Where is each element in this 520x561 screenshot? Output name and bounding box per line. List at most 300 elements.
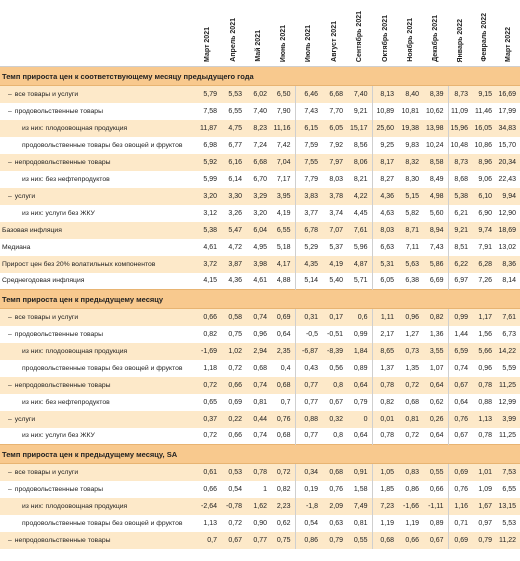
value-cell: 19,38 (398, 120, 423, 137)
value-cell: 14,22 (496, 343, 520, 360)
value-cell: 9,94 (496, 188, 520, 205)
value-cell: 4,88 (271, 273, 295, 290)
bullet-dash-icon: – (8, 107, 12, 115)
value-cell: 0,64 (271, 326, 295, 343)
column-header (472, 0, 496, 67)
value-cell: 7,79 (295, 171, 322, 188)
value-cell: -6,87 (295, 343, 322, 360)
value-cell: 6,55 (221, 103, 246, 120)
value-cell: 1,56 (472, 326, 496, 343)
value-cell: 10,24 (423, 137, 448, 154)
value-cell: 0,78 (372, 377, 398, 394)
value-cell: 8,23 (246, 120, 271, 137)
value-cell: 1,44 (448, 326, 472, 343)
value-cell: 8,36 (496, 256, 520, 273)
value-cell: 8,30 (398, 171, 423, 188)
value-cell: 0,88 (295, 411, 322, 428)
value-cell: 4,75 (221, 120, 246, 137)
value-cell: 5,31 (372, 256, 398, 273)
value-cell: 8,40 (398, 86, 423, 103)
value-cell: 8,58 (423, 154, 448, 171)
value-cell: 5,79 (194, 86, 221, 103)
row-label (0, 532, 194, 549)
value-cell: 5,92 (194, 154, 221, 171)
table-row (0, 394, 520, 411)
value-cell: 5,82 (398, 205, 423, 222)
value-cell: 1,07 (423, 360, 448, 377)
value-cell: 0,81 (246, 394, 271, 411)
value-cell: 5,40 (322, 273, 347, 290)
row-label (0, 188, 194, 205)
row-label (0, 120, 194, 137)
value-cell: 0,01 (372, 411, 398, 428)
value-cell: 1,58 (347, 481, 372, 498)
value-cell: 0,86 (398, 481, 423, 498)
column-header-label: Июль 2021 (305, 24, 312, 62)
value-cell: 0,55 (423, 464, 448, 481)
value-cell: 0,54 (221, 481, 246, 498)
value-cell: 1,35 (398, 360, 423, 377)
table-body (0, 67, 520, 549)
section-header (0, 67, 520, 86)
row-label (0, 171, 194, 188)
table-row (0, 481, 520, 498)
row-label-text: Базовая инфляция (2, 226, 62, 234)
value-cell: 0,86 (295, 532, 322, 549)
value-cell: 8,39 (423, 86, 448, 103)
section-title: Темп прироста цен к соответствующему месяцу предыдущего года (0, 67, 520, 86)
value-cell: 3,98 (246, 256, 271, 273)
row-label (0, 498, 194, 515)
row-label-text: из них: услуги без ЖКУ (22, 432, 95, 440)
value-cell: 0,34 (295, 464, 322, 481)
row-label-text: Среднегодовая инфляция (2, 277, 85, 285)
value-cell: 0,96 (246, 326, 271, 343)
row-label (0, 326, 194, 343)
value-cell: 7,61 (347, 222, 372, 239)
column-header-label: Май 2021 (255, 30, 262, 62)
table-row (0, 86, 520, 103)
value-cell: 3,29 (246, 188, 271, 205)
value-cell: -1,66 (398, 498, 423, 515)
value-cell: 0,64 (347, 428, 372, 445)
row-label-text: продовольственные товары без овощей и фруктов (22, 364, 183, 372)
value-cell: 5,99 (194, 171, 221, 188)
value-cell: 0,62 (423, 394, 448, 411)
value-cell: 0,72 (194, 428, 221, 445)
value-cell: 9,74 (472, 222, 496, 239)
value-cell: 0,68 (322, 464, 347, 481)
value-cell: 7,49 (347, 498, 372, 515)
row-label (0, 103, 194, 120)
value-cell: 0,76 (448, 481, 472, 498)
value-cell: 17,99 (496, 103, 520, 120)
row-label-text: Прирост цен без 20% волатильных компонентов (2, 260, 156, 268)
column-header-label: Октябрь 2021 (381, 15, 389, 62)
value-cell: 0,53 (221, 464, 246, 481)
value-cell: 5,38 (194, 222, 221, 239)
value-cell: 11,25 (496, 428, 520, 445)
value-cell: 6,05 (322, 120, 347, 137)
value-cell: 0,83 (398, 464, 423, 481)
value-cell: 0,67 (322, 394, 347, 411)
value-cell: 7,40 (347, 86, 372, 103)
value-cell: 7,90 (271, 103, 295, 120)
value-cell: 6,14 (221, 171, 246, 188)
value-cell: -1,69 (194, 343, 221, 360)
value-cell: 0,74 (246, 309, 271, 326)
value-cell: 7,58 (194, 103, 221, 120)
value-cell: 9,21 (347, 103, 372, 120)
value-cell: 5,38 (448, 188, 472, 205)
value-cell: 3,83 (295, 188, 322, 205)
value-cell: 0,75 (221, 326, 246, 343)
value-cell: 8,68 (448, 171, 472, 188)
value-cell: 18,69 (496, 222, 520, 239)
row-label-text: непродовольственные товары (14, 536, 111, 544)
value-cell: 0,69 (448, 464, 472, 481)
value-cell: 0,68 (246, 360, 271, 377)
bullet-dash-icon: – (8, 90, 12, 98)
value-cell: 0,79 (472, 532, 496, 549)
value-cell: 1,37 (372, 360, 398, 377)
value-cell: 7,40 (246, 103, 271, 120)
table-row (0, 377, 520, 394)
table-row (0, 464, 520, 481)
table-row (0, 205, 520, 222)
value-cell: 4,36 (221, 273, 246, 290)
value-cell: 7,92 (322, 137, 347, 154)
value-cell: 4,95 (246, 239, 271, 256)
column-header (496, 0, 520, 67)
value-cell: 6,70 (246, 171, 271, 188)
table-row (0, 360, 520, 377)
row-label (0, 86, 194, 103)
value-cell: 16,69 (496, 86, 520, 103)
row-label-text: услуги (14, 192, 36, 200)
value-cell: 7,43 (295, 103, 322, 120)
column-header-label: Июнь 2021 (279, 24, 287, 62)
value-cell: 0,89 (423, 515, 448, 532)
column-header (372, 0, 398, 67)
value-cell: 0,74 (448, 360, 472, 377)
value-cell: 2,35 (271, 343, 295, 360)
row-label-text: все товары и услуги (14, 90, 79, 98)
column-header-label: Апрель 2021 (230, 18, 237, 62)
value-cell: 5,63 (398, 256, 423, 273)
column-header (423, 0, 448, 67)
value-cell: 1,01 (472, 464, 496, 481)
header-row (0, 0, 520, 67)
value-cell: 7,61 (496, 309, 520, 326)
row-label (0, 343, 194, 360)
value-cell: 5,29 (295, 239, 322, 256)
value-cell: 4,72 (221, 239, 246, 256)
row-label-text: из них: плодоовощная продукция (22, 124, 128, 132)
table-row (0, 239, 520, 256)
value-cell: 0,91 (347, 464, 372, 481)
value-cell: 6,16 (221, 154, 246, 171)
row-label (0, 239, 194, 256)
column-header-label: Август 2021 (331, 21, 338, 62)
value-cell: 0,8 (322, 377, 347, 394)
value-cell: 2,94 (246, 343, 271, 360)
value-cell: 0,64 (423, 377, 448, 394)
value-cell: 5,18 (271, 239, 295, 256)
value-cell: 6,21 (448, 205, 472, 222)
value-cell: 8,73 (448, 86, 472, 103)
value-cell: 0,66 (194, 309, 221, 326)
value-cell: 0,8 (322, 428, 347, 445)
value-cell: 0,54 (295, 515, 322, 532)
value-cell: 0,72 (398, 428, 423, 445)
value-cell: 1,19 (398, 515, 423, 532)
table-row (0, 222, 520, 239)
value-cell: 0,64 (423, 428, 448, 445)
value-cell: 8,96 (472, 154, 496, 171)
value-cell: 0,74 (246, 428, 271, 445)
value-cell: -0,78 (221, 498, 246, 515)
value-cell: 20,34 (496, 154, 520, 171)
value-cell: 6,02 (246, 86, 271, 103)
value-cell: 8,94 (423, 222, 448, 239)
value-cell: 0,4 (271, 360, 295, 377)
value-cell: 4,45 (347, 205, 372, 222)
value-cell: 8,06 (347, 154, 372, 171)
value-cell: 0,77 (295, 428, 322, 445)
value-cell: 3,26 (221, 205, 246, 222)
row-label (0, 205, 194, 222)
row-label-text: услуги (14, 415, 36, 423)
value-cell: 0,72 (398, 377, 423, 394)
bullet-dash-icon: – (8, 381, 12, 389)
value-cell: 0,71 (448, 515, 472, 532)
value-cell: 0,88 (472, 394, 496, 411)
value-cell: -0,51 (322, 326, 347, 343)
value-cell: 3,78 (322, 188, 347, 205)
value-cell: 0,44 (246, 411, 271, 428)
value-cell: 7,70 (322, 103, 347, 120)
value-cell: 0,31 (295, 309, 322, 326)
value-cell: 4,87 (347, 256, 372, 273)
value-cell: 0,69 (271, 309, 295, 326)
value-cell: 8,03 (372, 222, 398, 239)
value-cell: 1,13 (194, 515, 221, 532)
value-cell: 0,66 (221, 377, 246, 394)
value-cell: 4,61 (194, 239, 221, 256)
row-label (0, 273, 194, 290)
value-cell: 0,68 (372, 532, 398, 549)
value-cell: 4,19 (322, 256, 347, 273)
value-cell: 0,68 (271, 428, 295, 445)
row-label-text: продовольственные товары (14, 330, 103, 338)
value-cell: 6,22 (448, 256, 472, 273)
value-cell: 0,68 (398, 394, 423, 411)
section-title: Темп прироста цен к предыдущему месяцу, SA (0, 445, 520, 464)
value-cell: 0,79 (347, 394, 372, 411)
bullet-dash-icon: – (8, 330, 12, 338)
value-cell: 22,43 (496, 171, 520, 188)
value-cell: 1,16 (448, 498, 472, 515)
value-cell: 1 (246, 481, 271, 498)
value-cell: 1,13 (472, 411, 496, 428)
value-cell: 8,71 (398, 222, 423, 239)
value-cell: 0,6 (347, 309, 372, 326)
value-cell: 0,99 (448, 309, 472, 326)
row-label (0, 428, 194, 445)
value-cell: 7,43 (423, 239, 448, 256)
table-row (0, 411, 520, 428)
value-cell: 6,50 (271, 86, 295, 103)
value-cell: 3,72 (194, 256, 221, 273)
value-cell: 0,79 (322, 532, 347, 549)
value-cell: 6,98 (194, 137, 221, 154)
value-cell: 0,74 (246, 377, 271, 394)
value-cell: 4,63 (372, 205, 398, 222)
value-cell: 0,56 (322, 360, 347, 377)
value-cell: 0,73 (398, 343, 423, 360)
value-cell: 6,10 (472, 188, 496, 205)
table-row (0, 326, 520, 343)
value-cell: 8,56 (347, 137, 372, 154)
value-cell: 0,67 (448, 428, 472, 445)
value-cell: 13,98 (423, 120, 448, 137)
column-header-label: Ноябрь 2021 (407, 18, 414, 62)
value-cell: 0,77 (295, 377, 322, 394)
value-cell: 2,09 (322, 498, 347, 515)
row-label-text: из них: плодоовощная продукция (22, 502, 128, 510)
value-cell: 8,03 (322, 171, 347, 188)
table-row (0, 137, 520, 154)
value-cell: 6,38 (398, 273, 423, 290)
value-cell: 0,43 (295, 360, 322, 377)
value-cell: 0,63 (322, 515, 347, 532)
value-cell: 3,20 (246, 205, 271, 222)
value-cell: 0,75 (271, 532, 295, 549)
value-cell: 4,35 (295, 256, 322, 273)
value-cell: 5,60 (423, 205, 448, 222)
value-cell: 3,77 (295, 205, 322, 222)
value-cell: 0,61 (194, 464, 221, 481)
value-cell: 0 (347, 411, 372, 428)
value-cell: 7,17 (271, 171, 295, 188)
row-label-text: из них: услуги без ЖКУ (22, 209, 95, 217)
table-row (0, 428, 520, 445)
value-cell: 3,74 (322, 205, 347, 222)
value-cell: 8,17 (372, 154, 398, 171)
value-cell: 0,7 (271, 394, 295, 411)
value-cell: 15,17 (347, 120, 372, 137)
table-row (0, 256, 520, 273)
section-title: Темп прироста цен к предыдущему месяцу (0, 290, 520, 309)
table-row (0, 120, 520, 137)
value-cell: 5,66 (472, 343, 496, 360)
value-cell: 7,91 (472, 239, 496, 256)
header-empty (0, 0, 194, 67)
value-cell: 0,82 (194, 326, 221, 343)
value-cell: 25,60 (372, 120, 398, 137)
row-label-text: непродовольственные товары (14, 381, 111, 389)
column-header (271, 0, 295, 67)
value-cell: 6,68 (246, 154, 271, 171)
value-cell: 0,76 (322, 481, 347, 498)
value-cell: 0,96 (472, 360, 496, 377)
bullet-dash-icon: – (8, 415, 12, 423)
value-cell: 0,58 (221, 309, 246, 326)
value-cell: 9,83 (398, 137, 423, 154)
value-cell: 0,67 (423, 532, 448, 549)
value-cell: -0,5 (295, 326, 322, 343)
row-label-text: продовольственные товары без овощей и фруктов (22, 519, 183, 527)
value-cell: 0,89 (347, 360, 372, 377)
bullet-dash-icon: – (8, 485, 12, 493)
table-row (0, 515, 520, 532)
value-cell: 0,66 (194, 481, 221, 498)
table-row (0, 188, 520, 205)
value-cell: 0,76 (271, 411, 295, 428)
value-cell: 8,14 (496, 273, 520, 290)
value-cell: 5,71 (347, 273, 372, 290)
bullet-dash-icon: – (8, 536, 12, 544)
row-label-text: все товары и услуги (14, 313, 79, 321)
value-cell: 8,65 (372, 343, 398, 360)
value-cell: 6,69 (423, 273, 448, 290)
value-cell: 0,72 (221, 515, 246, 532)
value-cell: 6,55 (271, 222, 295, 239)
value-cell: 1,18 (194, 360, 221, 377)
value-cell: 1,62 (246, 498, 271, 515)
value-cell: -2,64 (194, 498, 221, 515)
value-cell: 4,98 (423, 188, 448, 205)
value-cell: 7,04 (271, 154, 295, 171)
row-label (0, 222, 194, 239)
value-cell: 7,23 (372, 498, 398, 515)
table-row (0, 273, 520, 290)
value-cell: 1,67 (472, 498, 496, 515)
value-cell: -8,39 (322, 343, 347, 360)
value-cell: 0,97 (472, 515, 496, 532)
value-cell: 9,21 (448, 222, 472, 239)
value-cell: 4,61 (246, 273, 271, 290)
value-cell: 0,90 (246, 515, 271, 532)
value-cell: 4,22 (347, 188, 372, 205)
value-cell: 3,87 (221, 256, 246, 273)
value-cell: 0,81 (347, 515, 372, 532)
value-cell: 0,78 (246, 464, 271, 481)
value-cell: -1,8 (295, 498, 322, 515)
value-cell: 1,19 (372, 515, 398, 532)
value-cell: 5,53 (496, 515, 520, 532)
value-cell: 3,95 (271, 188, 295, 205)
section-header (0, 445, 520, 464)
value-cell: 0,19 (295, 481, 322, 498)
value-cell: 0,69 (448, 532, 472, 549)
row-label (0, 309, 194, 326)
section-header (0, 290, 520, 309)
value-cell: 6,55 (496, 481, 520, 498)
value-cell: 11,46 (472, 103, 496, 120)
row-label-text: продовольственные товары (14, 107, 103, 115)
value-cell: 6,68 (322, 86, 347, 103)
value-cell: 0,26 (423, 411, 448, 428)
value-cell: 3,12 (194, 205, 221, 222)
value-cell: 5,15 (398, 188, 423, 205)
column-header (246, 0, 271, 67)
column-header (295, 0, 322, 67)
value-cell: 8,73 (448, 154, 472, 171)
value-cell: 13,15 (496, 498, 520, 515)
value-cell: 1,09 (472, 481, 496, 498)
